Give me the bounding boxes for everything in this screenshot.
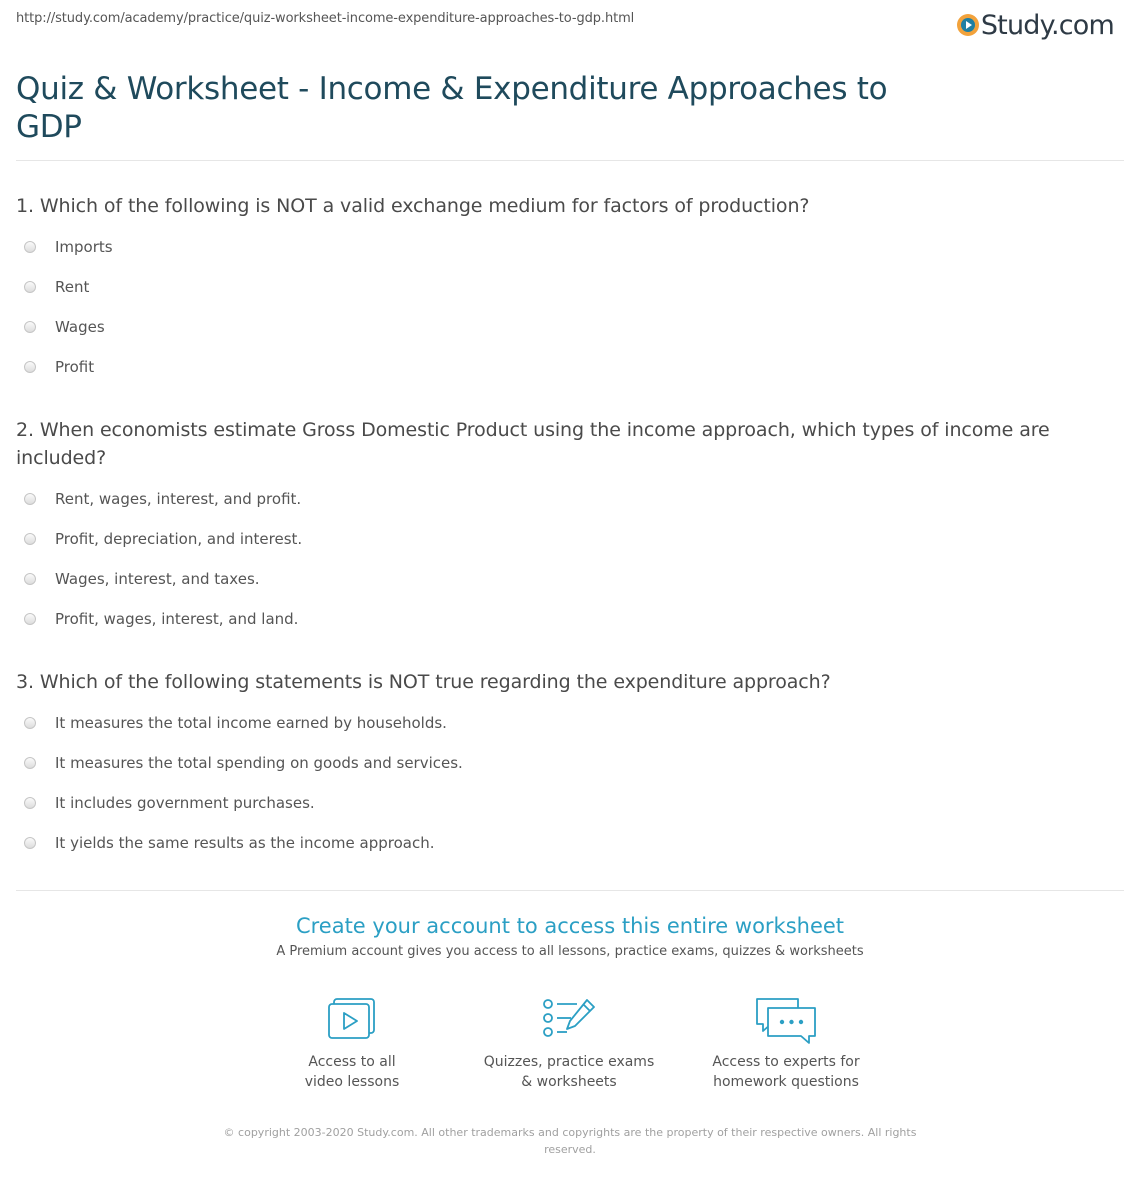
logo-text: Study.com bbox=[980, 9, 1114, 41]
option-label: It yields the same results as the income approach. bbox=[55, 834, 435, 852]
radio-button[interactable] bbox=[24, 321, 36, 333]
answer-option[interactable] bbox=[16, 307, 1116, 347]
study-logo[interactable] bbox=[957, 9, 1114, 41]
title-divider bbox=[16, 160, 1124, 161]
answer-option[interactable] bbox=[16, 267, 1116, 307]
feature-label: Access to all video lessons bbox=[304, 1054, 400, 1090]
radio-button[interactable] bbox=[24, 757, 36, 769]
quiz-checklist-icon bbox=[541, 996, 597, 1042]
answer-option[interactable] bbox=[16, 479, 1116, 519]
option-label: It includes government purchases. bbox=[55, 794, 315, 812]
question-text: 3. Which of the following statements is NOT true regarding the expenditure approach? bbox=[16, 671, 831, 693]
option-label: It measures the total income earned by households. bbox=[55, 714, 447, 732]
radio-button[interactable] bbox=[24, 837, 36, 849]
radio-button[interactable] bbox=[24, 797, 36, 809]
create-account-link[interactable]: Create your account to access this entire worksheet bbox=[295, 914, 845, 938]
radio-button[interactable] bbox=[24, 241, 36, 253]
option-label: Wages, interest, and taxes. bbox=[55, 570, 260, 588]
answer-option[interactable] bbox=[16, 703, 1116, 743]
cta-subtitle: A Premium account gives you access to all lessons, practice exams, quizzes & worksheets bbox=[276, 944, 864, 959]
answer-option[interactable] bbox=[16, 347, 1116, 387]
question-3 bbox=[16, 668, 1116, 863]
radio-button[interactable] bbox=[24, 613, 36, 625]
radio-button[interactable] bbox=[24, 573, 36, 585]
answer-option[interactable] bbox=[16, 743, 1116, 783]
answer-options bbox=[16, 703, 1116, 863]
feature-quizzes bbox=[469, 996, 669, 1092]
radio-button[interactable] bbox=[24, 717, 36, 729]
answer-option[interactable] bbox=[16, 599, 1116, 639]
page-title: Quiz & Worksheet - Income & Expenditure Approaches to GDP bbox=[16, 71, 888, 145]
question-text: 2. When economists estimate Gross Domestic Product using the income approach, which types of income are included? bbox=[16, 419, 1050, 469]
option-label: Profit bbox=[55, 358, 95, 376]
answer-options bbox=[16, 479, 1116, 639]
answer-options bbox=[16, 227, 1116, 387]
feature-video-lessons bbox=[252, 996, 452, 1092]
play-logo-icon bbox=[957, 14, 979, 36]
feature-label: Access to experts for homework questions bbox=[712, 1054, 860, 1090]
option-label: Profit, wages, interest, and land. bbox=[55, 610, 299, 628]
feature-label: Quizzes, practice exams & worksheets bbox=[483, 1054, 655, 1090]
option-label: Profit, depreciation, and interest. bbox=[55, 530, 303, 548]
question-2 bbox=[16, 416, 1116, 639]
option-label: Imports bbox=[55, 238, 113, 256]
radio-button[interactable] bbox=[24, 361, 36, 373]
answer-option[interactable] bbox=[16, 783, 1116, 823]
radio-button[interactable] bbox=[24, 533, 36, 545]
option-label: Rent, wages, interest, and profit. bbox=[55, 490, 302, 508]
page-url[interactable]: http://study.com/academy/practice/quiz-worksheet-income-expenditure-approaches-to-gdp.html bbox=[16, 11, 635, 26]
answer-option[interactable] bbox=[16, 823, 1116, 863]
option-label: Rent bbox=[55, 278, 90, 296]
question-text: 1. Which of the following is NOT a valid exchange medium for factors of production? bbox=[16, 195, 810, 217]
copyright-text: © copyright 2003-2020 Study.com. All other trademarks and copyrights are the property of their respective owners. All rights reserved. bbox=[223, 1126, 917, 1156]
video-lessons-icon bbox=[326, 996, 378, 1042]
radio-button[interactable] bbox=[24, 281, 36, 293]
answer-option[interactable] bbox=[16, 227, 1116, 267]
answer-option[interactable] bbox=[16, 559, 1116, 599]
option-label: Wages bbox=[55, 318, 105, 336]
cta-divider bbox=[16, 890, 1124, 891]
feature-experts bbox=[686, 996, 886, 1092]
question-1 bbox=[16, 192, 1116, 387]
answer-option[interactable] bbox=[16, 519, 1116, 559]
option-label: It measures the total spending on goods and services. bbox=[55, 754, 463, 772]
radio-button[interactable] bbox=[24, 493, 36, 505]
chat-bubbles-icon bbox=[754, 996, 818, 1046]
